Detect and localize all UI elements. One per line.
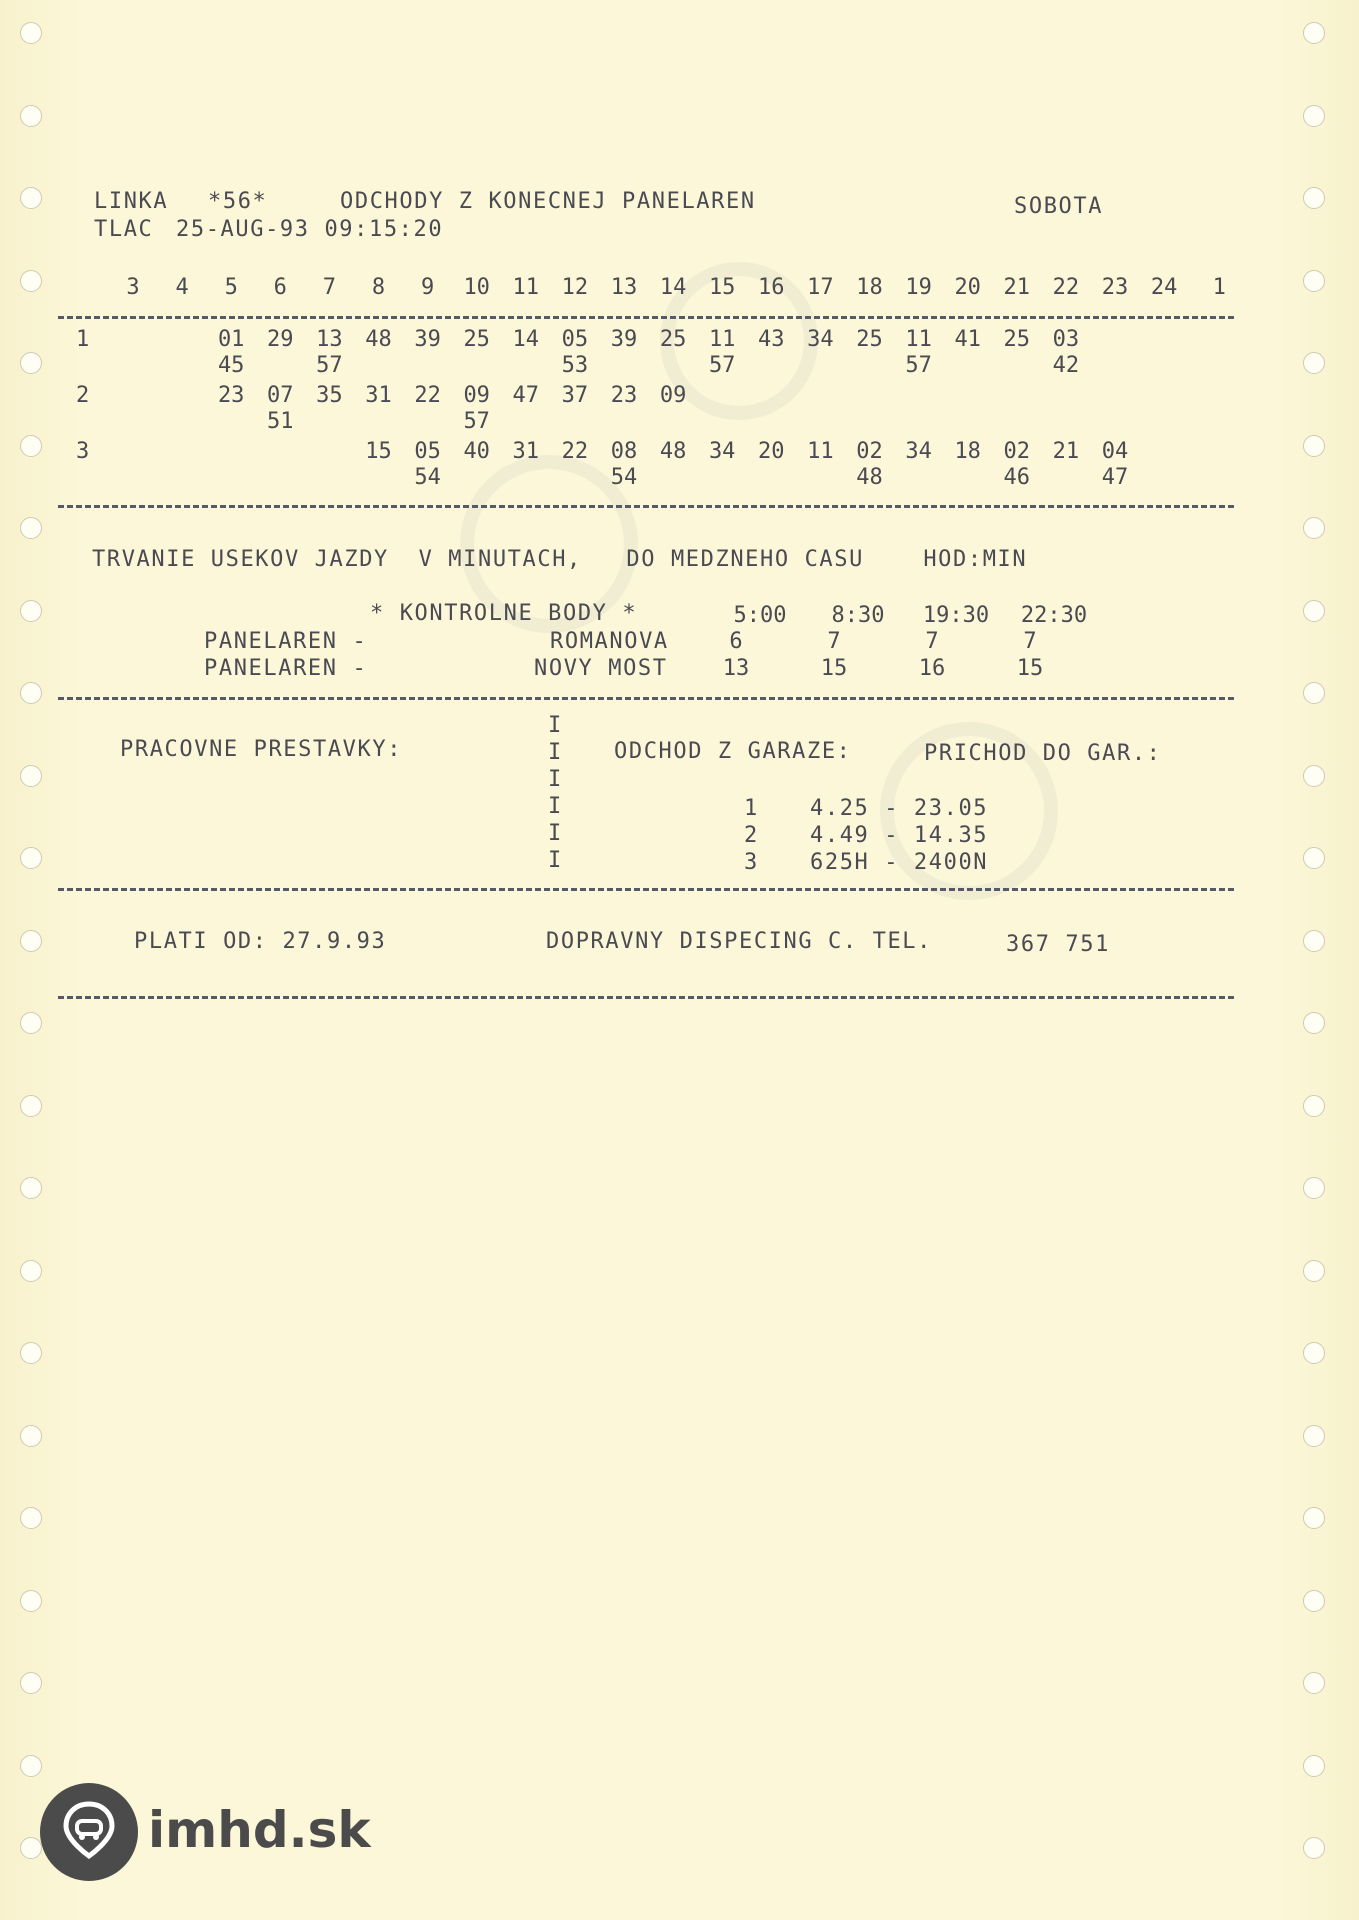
departure-minute: 25 xyxy=(856,327,883,352)
tractor-hole xyxy=(1303,1095,1325,1117)
separator-bar: I xyxy=(548,740,563,765)
departure-minute: 25 xyxy=(659,327,687,352)
tractor-hole xyxy=(20,1590,42,1612)
tractor-hole xyxy=(1303,187,1325,209)
departure-minute: 01 xyxy=(217,327,245,352)
hour-header: 7 xyxy=(322,275,337,300)
tractor-hole xyxy=(20,517,42,539)
tractor-hole xyxy=(20,765,42,787)
hour-header: 9 xyxy=(420,275,435,300)
departure-minute: 39 xyxy=(414,327,441,352)
hour-header: 5 xyxy=(224,275,238,300)
departure-minute: 05 xyxy=(561,327,589,352)
hour-header: 11 xyxy=(512,275,540,300)
print-datetime: 25-AUG-93 09:15:20 xyxy=(176,217,444,242)
tractor-hole xyxy=(1303,1342,1325,1364)
tractor-hole xyxy=(1303,270,1325,292)
tractor-hole xyxy=(1303,1590,1325,1612)
breaks-label: PRACOVNE PRESTAVKY: xyxy=(120,737,403,762)
departure-minute: 08 xyxy=(610,439,638,464)
tractor-hole xyxy=(1303,1507,1325,1529)
tractor-hole xyxy=(1303,1177,1325,1199)
departure-minute: 54 xyxy=(610,465,638,490)
tractor-hole xyxy=(1303,435,1325,457)
departure-minute: 53 xyxy=(561,353,589,378)
segment-duration: 7 xyxy=(1023,629,1037,654)
segment-duration: 15 xyxy=(820,656,848,681)
hour-header: 20 xyxy=(954,275,981,300)
garage-times-value: 625H - 2400N xyxy=(810,850,989,875)
divider xyxy=(58,505,1234,508)
hour-header: 16 xyxy=(758,275,785,300)
departure-minute: 46 xyxy=(1003,465,1031,490)
print-label: TLAC xyxy=(94,217,154,242)
separator-bar: I xyxy=(548,848,563,873)
tractor-hole xyxy=(20,1095,42,1117)
hour-header: 23 xyxy=(1101,275,1129,300)
tractor-hole xyxy=(20,1260,42,1282)
hour-header: 4 xyxy=(175,275,189,300)
garage-out-label: ODCHOD Z GARAZE: xyxy=(614,739,852,764)
segment-duration: 15 xyxy=(1016,656,1044,681)
checkpoint-time: 8:30 xyxy=(831,603,885,628)
departure-minute: 22 xyxy=(561,439,589,464)
tractor-hole xyxy=(20,1672,42,1694)
departure-minute: 35 xyxy=(316,383,343,408)
tractor-hole xyxy=(20,352,42,374)
tractor-hole xyxy=(20,1755,42,1777)
imhd-logo-icon xyxy=(40,1783,138,1881)
tractor-hole xyxy=(20,22,42,44)
hour-header: 15 xyxy=(708,275,736,300)
segment-to: NOVY MOST xyxy=(534,656,668,681)
brand-name: imhd.sk xyxy=(148,1801,371,1859)
hour-header: 13 xyxy=(610,275,638,300)
dispatch-phone: 367 751 xyxy=(1006,932,1110,957)
departure-minute: 37 xyxy=(561,383,589,408)
tractor-hole xyxy=(1303,1755,1325,1777)
departure-minute: 25 xyxy=(463,327,490,352)
tractor-hole xyxy=(20,1177,42,1199)
departure-minute: 11 xyxy=(905,327,932,352)
tractor-hole xyxy=(1303,765,1325,787)
departure-minute: 18 xyxy=(954,439,981,464)
tractor-hole xyxy=(1303,352,1325,374)
departure-minute: 15 xyxy=(365,439,392,464)
departure-minute: 07 xyxy=(267,383,294,408)
trip-row-label: 2 xyxy=(76,383,91,408)
tractor-hole xyxy=(20,270,42,292)
tractor-hole xyxy=(20,600,42,622)
departure-minute: 48 xyxy=(856,465,883,490)
departure-minute: 47 xyxy=(1101,465,1129,490)
hour-header: 12 xyxy=(561,275,589,300)
tractor-hole xyxy=(20,187,42,209)
departure-minute: 05 xyxy=(414,439,441,464)
left-tractor-holes xyxy=(20,0,50,1920)
departure-minute: 45 xyxy=(217,353,245,378)
departure-minute: 04 xyxy=(1101,439,1129,464)
tractor-hole xyxy=(20,930,42,952)
departure-minute: 57 xyxy=(463,409,490,434)
checkpoints-label: * KONTROLNE BODY * xyxy=(370,601,638,626)
departure-minute: 48 xyxy=(659,439,687,464)
checkpoint-time: 19:30 xyxy=(922,603,990,628)
segment-duration: 16 xyxy=(918,656,946,681)
separator-bar: I xyxy=(548,767,563,792)
departure-minute: 54 xyxy=(414,465,441,490)
tractor-hole xyxy=(20,1837,42,1859)
page-title: ODCHODY Z KONECNEJ PANELAREN xyxy=(340,189,756,214)
tractor-hole xyxy=(1303,22,1325,44)
departure-minute: 34 xyxy=(905,439,932,464)
tractor-hole xyxy=(20,682,42,704)
tractor-hole xyxy=(20,435,42,457)
hour-header: 6 xyxy=(273,275,287,300)
garage-row-number: 1 xyxy=(744,796,759,821)
tractor-hole xyxy=(20,1425,42,1447)
segment-duration: 6 xyxy=(729,629,743,654)
garage-times-value: 4.25 - 23.05 xyxy=(810,796,989,821)
tractor-hole xyxy=(1303,847,1325,869)
tractor-hole xyxy=(20,1342,42,1364)
garage-row-number: 3 xyxy=(744,850,759,875)
tractor-hole xyxy=(1303,1837,1325,1859)
tractor-hole xyxy=(20,1507,42,1529)
segment-to: ROMANOVA xyxy=(550,629,669,654)
segment-duration: 13 xyxy=(722,656,750,681)
departure-minute: 03 xyxy=(1052,327,1080,352)
departure-minute: 34 xyxy=(807,327,834,352)
hour-header: 14 xyxy=(659,275,687,300)
garage-in-label: PRICHOD DO GAR.: xyxy=(924,741,1162,766)
departure-minute: 20 xyxy=(758,439,785,464)
linka-number: *56* xyxy=(208,189,268,214)
tractor-hole xyxy=(20,1012,42,1034)
tractor-hole xyxy=(1303,1425,1325,1447)
tractor-hole xyxy=(1303,105,1325,127)
departure-minute: 31 xyxy=(365,383,392,408)
departure-minute: 09 xyxy=(463,383,490,408)
hour-header: 19 xyxy=(905,275,932,300)
departure-minute: 02 xyxy=(1003,439,1031,464)
garage-times-value: 4.49 - 14.35 xyxy=(810,823,989,848)
trip-row-label: 1 xyxy=(76,327,91,352)
departure-minute: 40 xyxy=(463,439,490,464)
departure-minute: 23 xyxy=(217,383,245,408)
checkpoint-time: 22:30 xyxy=(1020,603,1088,628)
divider xyxy=(58,697,1234,700)
right-tractor-holes xyxy=(1303,0,1333,1920)
departure-minute: 29 xyxy=(267,327,294,352)
hour-header: 1 xyxy=(1212,275,1226,300)
divider xyxy=(58,316,1234,319)
hour-header: 10 xyxy=(463,275,490,300)
trip-row-label: 3 xyxy=(76,439,91,464)
tractor-hole xyxy=(1303,930,1325,952)
tractor-hole xyxy=(20,105,42,127)
segment-duration: 7 xyxy=(827,629,841,654)
departure-minute: 51 xyxy=(267,409,294,434)
segment-from: PANELAREN - xyxy=(204,629,368,654)
departure-minute: 13 xyxy=(316,327,343,352)
tractor-hole xyxy=(1303,682,1325,704)
durations-heading: TRVANIE USEKOV JAZDY V MINUTACH, DO MEDZNEHO CASU HOD:MIN xyxy=(92,547,1028,572)
departure-minute: 31 xyxy=(512,439,540,464)
separator-bar: I xyxy=(548,794,563,819)
departure-minute: 11 xyxy=(708,327,736,352)
hour-header: 22 xyxy=(1052,275,1080,300)
divider xyxy=(58,888,1234,891)
departure-minute: 39 xyxy=(610,327,638,352)
tractor-hole xyxy=(1303,1012,1325,1034)
departure-minute: 14 xyxy=(512,327,540,352)
departure-minute: 57 xyxy=(316,353,343,378)
garage-row-number: 2 xyxy=(744,823,759,848)
hour-header: 21 xyxy=(1003,275,1031,300)
departure-minute: 02 xyxy=(856,439,883,464)
departure-minute: 57 xyxy=(905,353,932,378)
segment-from: PANELAREN - xyxy=(204,656,368,681)
tractor-hole xyxy=(1303,1260,1325,1282)
hour-header: 24 xyxy=(1150,275,1178,300)
departure-minute: 22 xyxy=(414,383,441,408)
departure-minute: 57 xyxy=(708,353,736,378)
tractor-hole xyxy=(1303,600,1325,622)
departure-minute: 47 xyxy=(512,383,540,408)
tractor-hole xyxy=(1303,1672,1325,1694)
departure-minute: 41 xyxy=(954,327,981,352)
segment-duration: 7 xyxy=(925,629,939,654)
tractor-hole xyxy=(20,847,42,869)
linka-label: LINKA xyxy=(94,189,169,214)
separator-bar: I xyxy=(548,821,563,846)
hour-header: 18 xyxy=(856,275,883,300)
dispatch-label: DOPRAVNY DISPECING C. TEL. xyxy=(546,929,932,954)
departure-minute: 42 xyxy=(1052,353,1080,378)
departure-minute: 11 xyxy=(807,439,834,464)
hour-header: 3 xyxy=(126,275,140,300)
departure-minute: 21 xyxy=(1052,439,1080,464)
departure-minute: 48 xyxy=(365,327,392,352)
hour-header: 8 xyxy=(371,275,386,300)
checkpoint-time: 5:00 xyxy=(733,603,787,628)
hour-header: 17 xyxy=(807,275,834,300)
separator-bar: I xyxy=(548,713,563,738)
departure-minute: 25 xyxy=(1003,327,1031,352)
day-label: SOBOTA xyxy=(1014,194,1104,219)
tractor-hole xyxy=(1303,517,1325,539)
valid-from: PLATI OD: 27.9.93 xyxy=(134,929,387,954)
departure-minute: 23 xyxy=(610,383,638,408)
departure-minute: 34 xyxy=(708,439,736,464)
divider xyxy=(58,996,1234,999)
departure-minute: 43 xyxy=(758,327,785,352)
departure-minute: 09 xyxy=(659,383,687,408)
